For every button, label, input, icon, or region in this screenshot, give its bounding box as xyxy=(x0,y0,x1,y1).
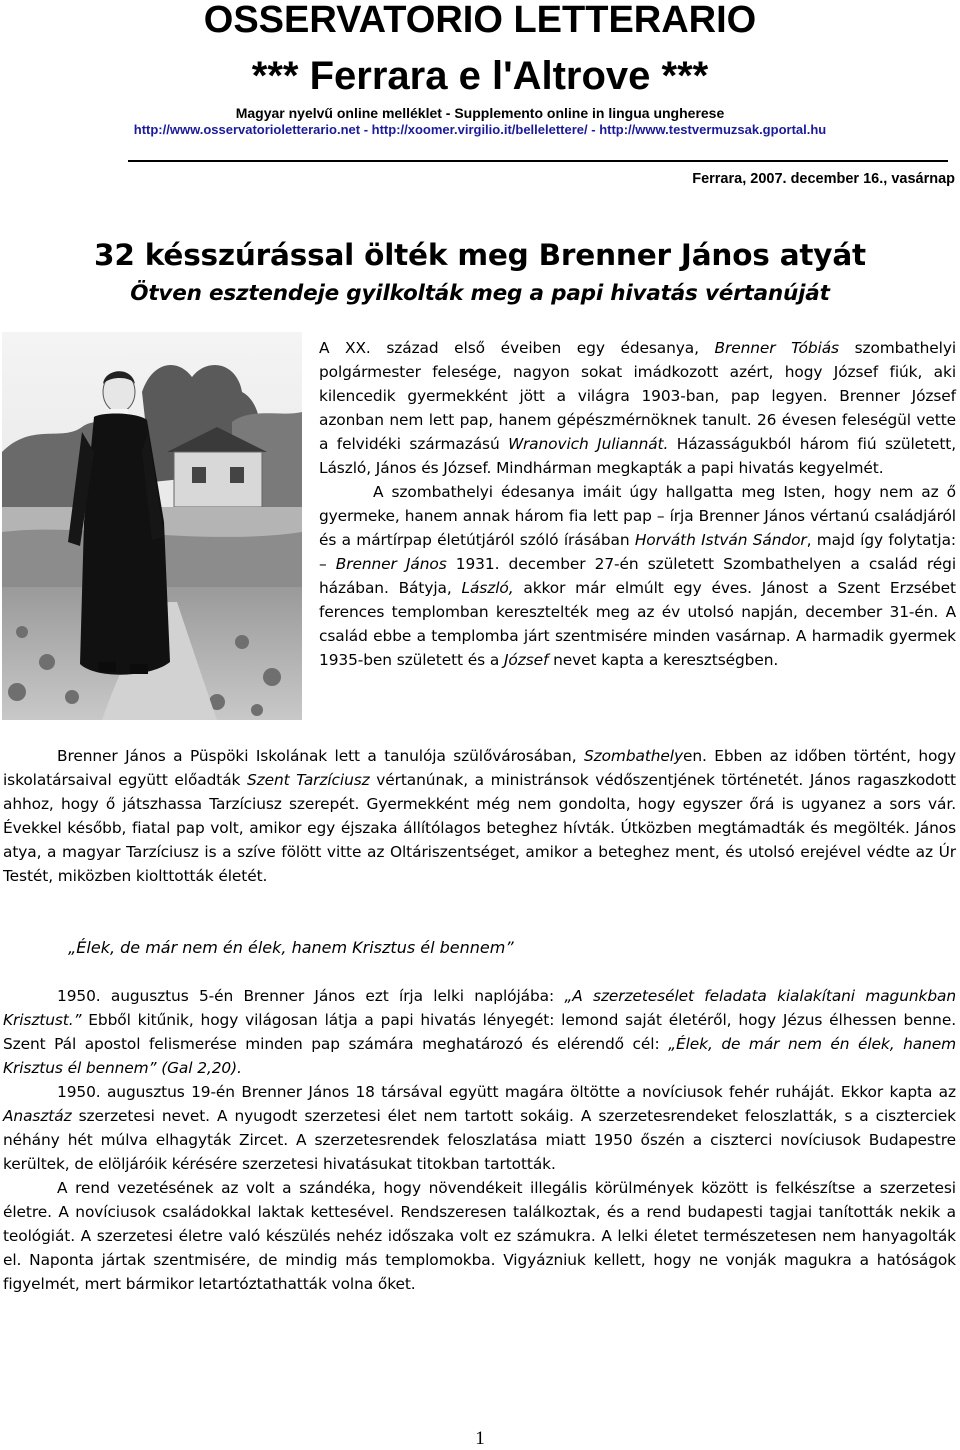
priest-photo xyxy=(2,332,302,720)
paragraph: A XX. század első éveiben egy édesanya, Brenner Tóbiás szombathelyi polgármester felesége, nagyon sokat imádkozott azért, hogy József fiúk, aki kilencedik gyermekként jött a világra 1903-ban, pap legyen. Brenner József azonban nem lett pap, hanem gépészmérnöknek tanult. 26 évesen feleségül vette a felvidéki származású Wranovich Juliannát. Házasságukból három fiú született, László, János és József. Mindhárman megkapták a papi hivatás kegyelmét. xyxy=(319,339,957,477)
masthead-subtitle: *** Ferrara e l'Altrove *** xyxy=(251,54,709,98)
supplement-line: Magyar nyelvű online melléklet - Supplemento online in lingua ungherese xyxy=(235,105,725,121)
page-number: 1 xyxy=(475,1428,485,1449)
article-title: 32 késszúrással ölték meg Brenner János atyát xyxy=(94,238,866,272)
dateline: Ferrara, 2007. december 16., vasárnap xyxy=(692,171,955,187)
body-section-2 xyxy=(3,984,956,1296)
paragraph: A rend vezetésének az volt a szándéka, hogy növendékeit illegális körülmények között is felkészítse a szerzetesi életre. A novíciusok családokkal laktak kettesével. Rendszeresen találkoztak, és a rend budapesti tagjai tanították nekik a teológiát. A szerzetesi életre való készülés nehéz időszaka volt ez számukra. A lelki életet természetesen nem hanyagolták el. Naponta jártak szentmisére, de mindig más templomokba. Vigyázniuk kellett, hogy ne vonják magukra a hatóságok figyelmét, mert bármikor letartóztathatták volna őket. xyxy=(3,1179,956,1293)
paragraph: Brenner János a Püspöki Iskolának lett a tanulója szülővárosában, Szombathelyen. Ebben az időben történt, hogy iskolatársaival együtt előadták Szent Tarzíciusz vértanúnak, a ministránsok védőszentjének történetét. János ragaszkodott ahhoz, hogy ő játszhassa Tarzíciusz szerepét. Gyermekként még nem gondolta, hogy egyszer őrá is ugyanez a sors vár. Évekkel később, fiatal pap volt, amikor egy éjszaka állítólagos beteghez hívták. Útközben megtámadták és megölték. János atya, a magyar Tarzíciusz is a szíve fölött vitte az Oltáriszentséget, amikor a beteghez ment, és utolsó erejével védte az Úr Testét, miközben kiolttották életét. xyxy=(3,747,956,885)
intro-column xyxy=(319,336,956,672)
motto-quote: „Élek, de már nem én élek, hanem Krisztus él bennem” xyxy=(68,938,514,957)
masthead-title: OSSERVATORIO LETTERARIO xyxy=(203,0,757,41)
paragraph: 1950. augusztus 5-én Brenner János ezt írja lelki naplójába: „A szerzetesélet feladata kialakítani magunkban Krisztust.” Ebből kitűnik, hogy világosan látja a papi hivatás lényegét: lemond saját életéről, hogy Jézus élhessen benne. Szent Pál apostol felismerése minden pap számára meghatározó és elérendő cél: „Élek, de már nem én élek, hanem Krisztus él bennem” (Gal 2,20). xyxy=(3,987,956,1077)
website-links[interactable]: http://www.osservatorioletterario.net - http://xoomer.virgilio.it/bellelettere/ - http://www.testvermuzsak.gportal.hu xyxy=(133,122,827,137)
body-section-1 xyxy=(3,744,956,888)
paragraph: 1950. augusztus 19-én Brenner János 18 társával együtt magára öltötte a novíciusok fehér ruháját. Ekkor kapta az Anasztáz szerzetesi nevet. A nyugodt szerzetesi élet nem tartott sokáig. A szerzetesrendeket feloszlatták, s a ciszterciek néhány hét múlva elhagyták Zircet. A szerzetesrendek feloszlatása miatt 1950 őszén a ciszterci novíciusok Budapestre kerültek, de elöljáróik kérésére szerzetesi hivatásukat titokban tartották. xyxy=(3,1083,956,1173)
header-divider xyxy=(128,160,948,162)
paragraph: A szombathelyi édesanya imáit úgy hallgatta meg Isten, hogy nem az ő gyermeke, hanem annak három fia lett pap – írja Brenner János vértanú családjáról és a mártírpap életútjáról szóló írásában Horváth István Sándor, majd így folytatja: – Brenner János 1931. december 27-én született Szombathelyen a család régi házában. Bátyja, László, akkor már elmúlt egy éves. Jánost a Szent Erzsébet ferences templomban keresztelték meg az év utolsó napján, december 31-én. A család ebbe a templomba járt szentmisére minden vasárnap. A harmadik gyermek 1935-ben született és a József nevet kapta a keresztségben. xyxy=(319,483,956,669)
article-subtitle: Ötven esztendeje gyilkolták meg a papi hivatás vértanúját xyxy=(130,281,830,306)
